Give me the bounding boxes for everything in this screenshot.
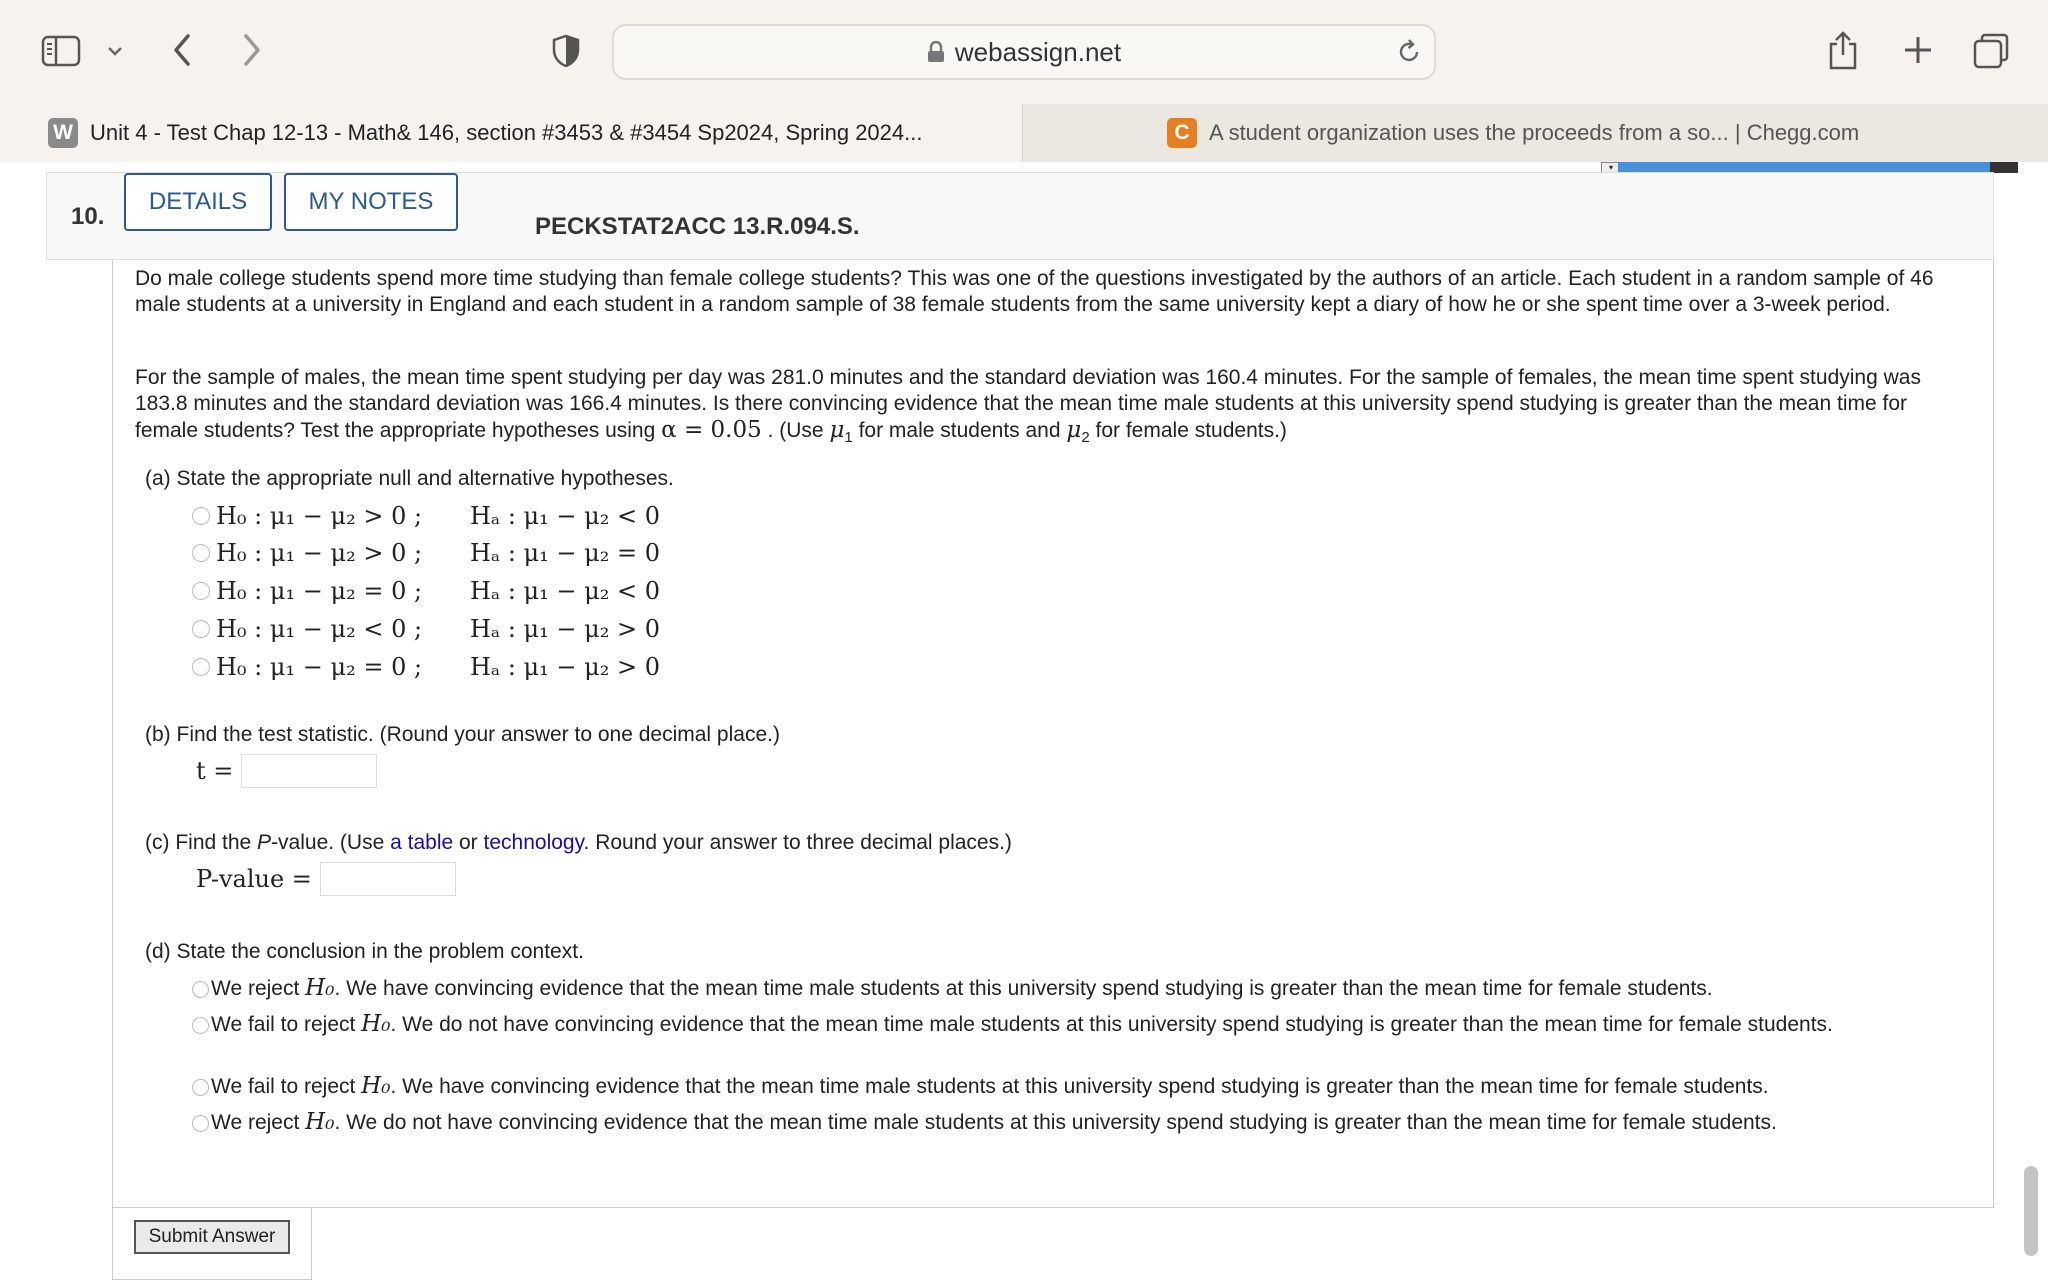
plus-icon[interactable] (1896, 28, 1940, 72)
part-b-label: (b) Find the test statistic. (Round your answer to one decimal place.) (145, 723, 780, 746)
part-d-label: (d) State the conclusion in the problem context. (145, 940, 584, 963)
hypothesis-option[interactable] (192, 651, 660, 683)
pvalue-line (196, 862, 456, 896)
radio-button[interactable] (192, 507, 210, 525)
pvalue-label: P-value = (196, 865, 312, 893)
webassign-favicon: W (48, 118, 78, 148)
alternative-hypothesis: Hₐ : μ₁ − μ₂ = 0 (470, 539, 660, 567)
top-strip-end (1990, 162, 2018, 173)
t-statistic-line (196, 754, 377, 788)
radio-button[interactable] (192, 544, 210, 562)
radio-button[interactable] (192, 1115, 209, 1132)
browser-toolbar (0, 0, 2048, 104)
radio-button[interactable] (192, 981, 209, 998)
radio-button[interactable] (192, 582, 210, 600)
alternative-hypothesis: Hₐ : μ₁ − μ₂ < 0 (470, 502, 660, 530)
t-statistic-input[interactable] (241, 754, 377, 788)
alternative-hypothesis: Hₐ : μ₁ − μ₂ > 0 (470, 653, 660, 681)
conclusion-option[interactable]: We fail to reject H₀. We do not have convincing evidence that the mean time male students at this university spend studying is greater than the mean time for female students. (192, 1011, 1972, 1038)
chevron-down-icon[interactable] (102, 38, 128, 64)
radio-button[interactable] (192, 620, 210, 638)
url-text: webassign.net (954, 36, 1122, 67)
shield-icon[interactable] (548, 32, 584, 70)
tab-label: Unit 4 - Test Chap 12-13 - Math& 146, section #3453 & #3454 Sp2024, Spring 2024... (90, 120, 923, 145)
submit-answer-button[interactable]: Submit Answer (134, 1220, 290, 1254)
tab-webassign[interactable] (0, 104, 1022, 162)
conclusion-option[interactable]: We fail to reject H₀. We have convincing evidence that the mean time male students at this university spend studying is greater than the mean time for female students. (192, 1073, 1972, 1100)
hypothesis-option[interactable] (192, 575, 660, 607)
null-hypothesis: H₀ : μ₁ − μ₂ = 0 ; (216, 577, 423, 605)
page-scrollbar[interactable] (2024, 1166, 2038, 1256)
chegg-favicon: C (1167, 118, 1197, 148)
alternative-hypothesis: Hₐ : μ₁ − μ₂ < 0 (470, 577, 660, 605)
reload-icon[interactable] (1392, 34, 1426, 70)
null-hypothesis: H₀ : μ₁ − μ₂ = 0 ; (216, 653, 423, 681)
address-bar[interactable] (612, 24, 1436, 80)
null-hypothesis: H₀ : μ₁ − μ₂ < 0 ; (216, 615, 423, 643)
forward-arrow-icon[interactable] (232, 30, 272, 70)
details-button[interactable]: DETAILS (124, 173, 272, 231)
sidebar-icon[interactable] (40, 34, 82, 68)
conclusion-option[interactable]: We reject H₀. We do not have convincing evidence that the mean time male students at this university spend studying is greater than the mean time for female students. (192, 1109, 1972, 1136)
technology-link[interactable]: technology (483, 831, 584, 854)
lock-icon (927, 41, 945, 63)
radio-button[interactable] (192, 658, 210, 676)
conclusion-option[interactable]: We reject H₀. We have convincing evidence that the mean time male students at this university spend studying is greater than the mean time for female students. (192, 975, 1972, 1002)
hypothesis-option[interactable] (192, 613, 660, 645)
question-number: 10. (71, 203, 105, 230)
mini-dropdown[interactable]: ▾ (1601, 162, 1621, 174)
question-code: PECKSTAT2ACC 13.R.094.S. (535, 213, 860, 240)
tabs-overview-icon[interactable] (1970, 30, 2012, 72)
part-c-label: (c) Find the P-value. (Use a table or technology. Round your answer to three decimal places.) (145, 831, 1012, 854)
radio-button[interactable] (192, 1079, 209, 1096)
share-icon[interactable] (1822, 28, 1864, 72)
hypothesis-option[interactable] (192, 500, 660, 532)
t-label: t = (196, 757, 234, 785)
my-notes-button[interactable]: MY NOTES (284, 173, 458, 231)
problem-paragraph-1: Do male college students spend more time studying than female college students? This was one of the questions investigated by the authors of an article. Each student in a random sample of 46 male students at a university in England and each student in a random sample of 38 female students from the same university kept a diary of how he or she spent time over a 3-week period. (135, 267, 1934, 316)
problem-paragraph-2: For the sample of males, the mean time spent studying per day was 281.0 minutes and the standard deviation was 160.4 minutes. For the sample of females, the mean time spent studying was 183.8 minutes and the standard deviation was 166.4 minutes. Is there convincing evidence that the mean time male students at this university spend studying is greater than the mean time for female students? Test the appropriate hypotheses using α = 0.05 . (Use $\mu_1$ for male students and $\mu_2$ for female students.) (135, 366, 1921, 447)
null-hypothesis: H₀ : μ₁ − μ₂ > 0 ; (216, 539, 423, 567)
tab-label: A student organization uses the proceeds from a so... | Chegg.com (1209, 120, 1860, 145)
table-link[interactable]: a table (390, 831, 454, 854)
part-a-label: (a) State the appropriate null and alternative hypotheses. (145, 467, 674, 490)
back-arrow-icon[interactable] (162, 30, 202, 70)
null-hypothesis: H₀ : μ₁ − μ₂ > 0 ; (216, 502, 423, 530)
radio-button[interactable] (192, 1017, 209, 1034)
tab-bar (0, 104, 2048, 162)
alternative-hypothesis: Hₐ : μ₁ − μ₂ > 0 (470, 615, 660, 643)
hypothesis-option[interactable] (192, 537, 660, 569)
pvalue-input[interactable] (320, 862, 456, 896)
tab-chegg[interactable] (1022, 104, 2048, 162)
alpha-value: α = 0.05 (661, 417, 762, 443)
